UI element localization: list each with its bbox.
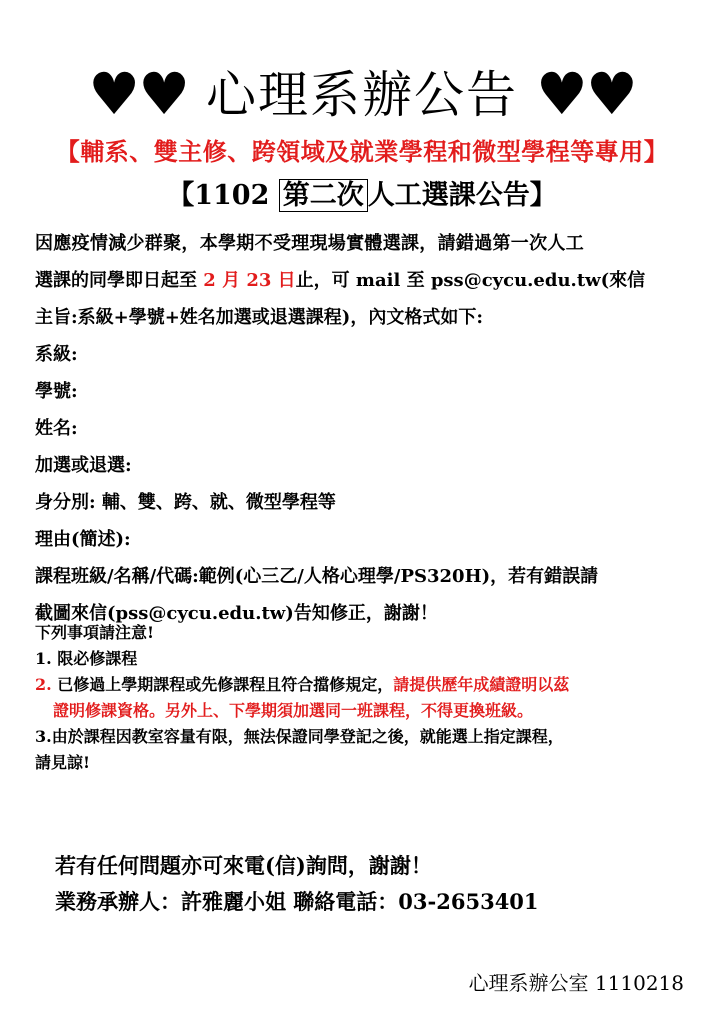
notice-title-boxed: 第二次 — [279, 179, 368, 212]
intro-line: 因應疫情減少群聚，本學期不受理現場實體選課，請錯過第一次人工 — [35, 233, 584, 254]
notes-section — [35, 620, 695, 776]
heart-icon: ♥♥ — [88, 60, 189, 128]
note-item — [35, 672, 695, 698]
note-text-highlight: 請提供歷年成績證明以茲 — [393, 675, 570, 694]
note-text-highlight: 證明修課資格。另外上、下學期須加選同一班課程，不得更換班級。 — [53, 701, 534, 720]
intro-line — [35, 262, 695, 299]
field-identity: 身分別: 輔、雙、跨、就、微型學程等 — [35, 492, 336, 513]
field-add-drop: 加選或退選: — [35, 455, 132, 476]
note-item: 1. 限必修課程 — [35, 649, 138, 668]
note-item-continued: 請見諒! — [35, 753, 91, 772]
page-title — [0, 62, 724, 127]
heart-icon: ♥♥ — [535, 60, 636, 128]
note-number: 2. — [35, 675, 58, 694]
notice-title-prefix: 【1102 — [167, 180, 279, 211]
contact-person: 業務承辦人：許雅麗小姐 聯絡電話：03-2653401 — [55, 889, 539, 914]
field-course-continued: 截圖來信(pss@cycu.edu.tw)告知修正，謝謝！ — [35, 603, 438, 624]
note-item: 3.由於課程因教室容量有限，無法保證同學登記之後，就能選上指定課程， — [35, 727, 564, 746]
intro-text: 止，可 mail 至 pss@cycu.edu.tw(來信 — [295, 270, 646, 291]
contact-section — [55, 848, 695, 920]
audience-subtitle: 【輔系、雙主修、跨領域及就業學程和微型學程等專用】 — [55, 137, 669, 166]
intro-line: 主旨:系級+學號+姓名加選或退選課程)，內文格式如下: — [35, 307, 483, 328]
notes-heading: 下列事項請注意! — [35, 623, 155, 642]
field-student-id: 學號: — [35, 381, 78, 402]
field-name: 姓名: — [35, 418, 78, 439]
deadline-date: 2 月 23 日 — [203, 270, 296, 291]
notice-title-suffix: 人工選課公告】 — [367, 180, 557, 211]
title-text: 心理系辦公告 — [206, 66, 518, 124]
field-course: 課程班級/名稱/代碼:範例(心三乙/人格心理學/PS320H)，若有錯誤請 — [35, 566, 599, 587]
contact-line: 若有任何問題亦可來電(信)詢問，謝謝！ — [55, 853, 432, 878]
office-signature: 心理系辦公室 1110218 — [468, 971, 684, 995]
intro-text: 選課的同學即日起至 — [35, 270, 204, 291]
note-text: 已修過上學期課程或先修課程且符合擋修規定， — [57, 675, 394, 694]
field-reason: 理由(簡述): — [35, 529, 131, 550]
notice-title — [0, 176, 724, 216]
field-dept: 系級: — [35, 344, 78, 365]
announcement-body — [35, 225, 695, 632]
